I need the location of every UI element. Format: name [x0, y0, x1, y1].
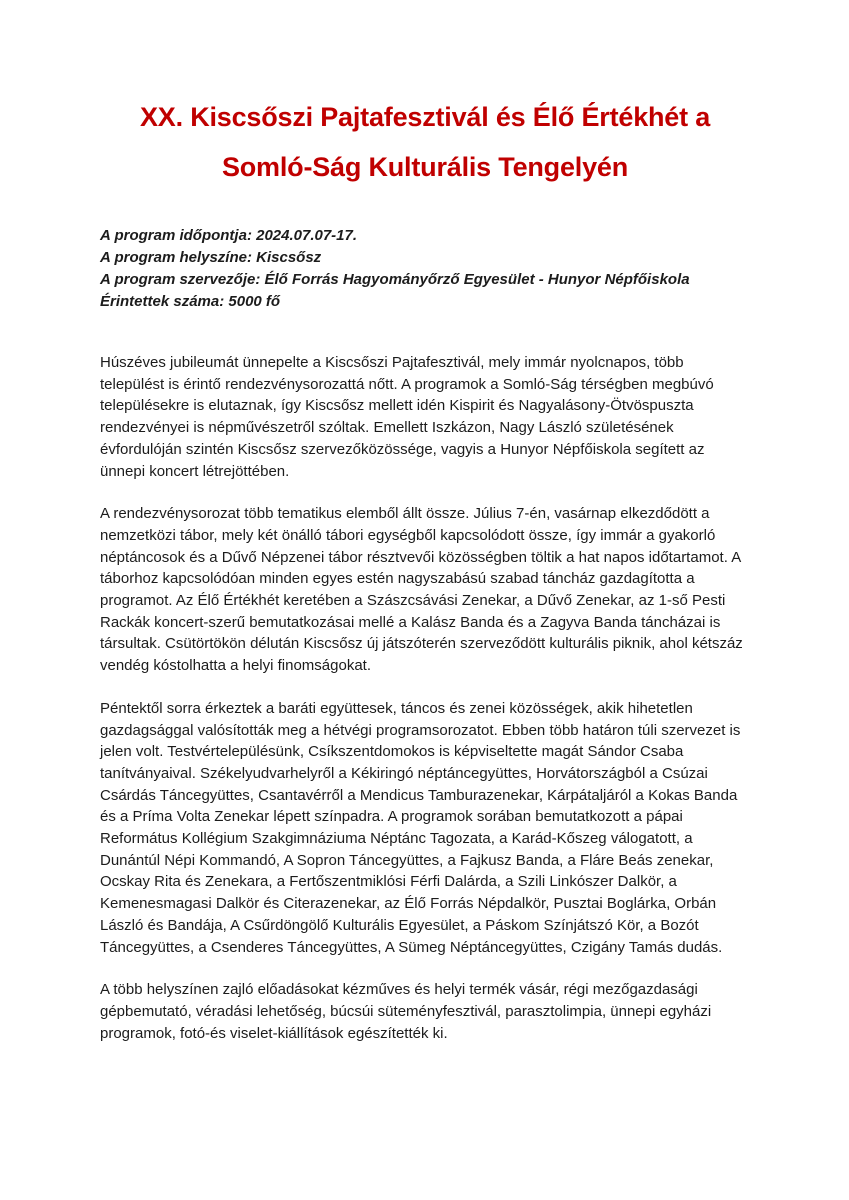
- body-paragraph-4: A több helyszínen zajló előadásokat kézműves és helyi termék vásár, régi mezőgazdasági gépbemutató, véradási lehetőség, búcsúi süteményfesztivál, parasztolimpia, ünnepi egyházi programok, fotó-és viselet-kiállítások egészítették ki.: [100, 981, 712, 1042]
- body-paragraph-3: Péntektől sorra érkeztek a baráti együttesek, táncos és zenei közösségek, akik hihetetlen gazdagsággal valósították meg a hétvégi programsorozatot. Ebben több határon túli szervezet is jelen volt. Testvértelepülésünk, Csíkszentdomokos is képviseltette magát Sándor Csaba tanítványaival. Székelyudvarhelyről a Kékiringó néptáncegyüttes, Horvátországból a Csúzai Csárdás Táncegyüttes, Csantavérről a Mendicus Tamburazenekar, Kárpátaljáról a Kokas Banda és a Príma Volta Zenekar lépett színpadra. A programok sorában bemutatkozott a pápai Református Kollégium Szakgimnáziuma Néptánc Tagozata, a Karád-Kőszeg válogatott, a Dunántúl Népi Kommandó, A Sopron Táncegyüttes, a Fajkusz Banda, a Fláre Beás zenekar, Ocskay Rita és Zenekara, a Fertőszentmiklósi Férfi Dalárda, a Szili Linkószer Dalkör, a Kemenesmagasi Dalkör és Citerazenekar, az Élő Forrás Népdalkör, Pusztai Boglárka, Orbán László és Bandája, A Csűrdöngölő Kulturális Egyesület, a Páskom Színjátszó Kör, a Bozót Táncegyüttes, a Csenderes Táncegyüttes, A Sümeg Néptáncegyüttes, Czigány Tamás dudás.: [100, 699, 741, 956]
- document-title-line-1: XX. Kiscsőszi Pajtafesztivál és Élő Értékhét a: [139, 102, 711, 132]
- meta-program-date: A program időpontja: 2024.07.07-17.: [100, 227, 358, 244]
- meta-program-attendance: Érintettek száma: 5000 fő: [100, 293, 281, 310]
- document-title-line-2: Somló-Ság Kulturális Tengelyén: [221, 152, 629, 182]
- meta-program-location: A program helyszíne: Kiscsősz: [100, 249, 322, 266]
- program-meta-block: [100, 225, 750, 313]
- document-body: [100, 352, 750, 1044]
- document-title: [100, 92, 750, 192]
- body-paragraph-2: A rendezvénysorozat több tematikus elemből állt össze. Július 7-én, vasárnap elkezdődött a nemzetközi tábor, mely két önálló tábori egységből kapcsolódott össze, így immár a gyakorló néptáncosok és a Dűvő Népzenei tábor résztvevői közösségben töltik a hat napos időtartamot. A táborhoz kapcsolódóan minden egyes estén nagyszabású szabad táncház gazdagította a programot. Az Élő Értékhét keretében a Szászcsávási Zenekar, a Dűvő Zenekar, az 1-ső Pesti Rackák koncert-szerű bemutatkozásai mellé a Kalász Banda és a Zagyva Banda táncházai is társultak. Csütörtökön délután Kiscsősz új játszóterén szerveződött kulturális piknik, ahol kétszáz vendég kóstolhatta a helyi finomságokat.: [100, 505, 743, 675]
- body-paragraph-1: Húszéves jubileumát ünnepelte a Kiscsőszi Pajtafesztivál, mely immár nyolcnapos, több települést is érintő rendezvénysorozattá nőtt. A programok a Somló-Ság térségben megbúvó településekre is elutaznak, így Kiscsősz mellett idén Kispirit és Nagyalásony-Ötvöspuszta rendezvényei is népművészetről szóltak. Emellett Iszkázon, Nagy László születésének évfordulóján szintén Kiscsősz szervezőközössége, vagyis a Hunyor Népfőiskola segített az ünnepi koncert létrejöttében.: [100, 354, 714, 480]
- meta-program-organizer: A program szervezője: Élő Forrás Hagyományőrző Egyesület - Hunyor Népfőiskola: [100, 271, 690, 288]
